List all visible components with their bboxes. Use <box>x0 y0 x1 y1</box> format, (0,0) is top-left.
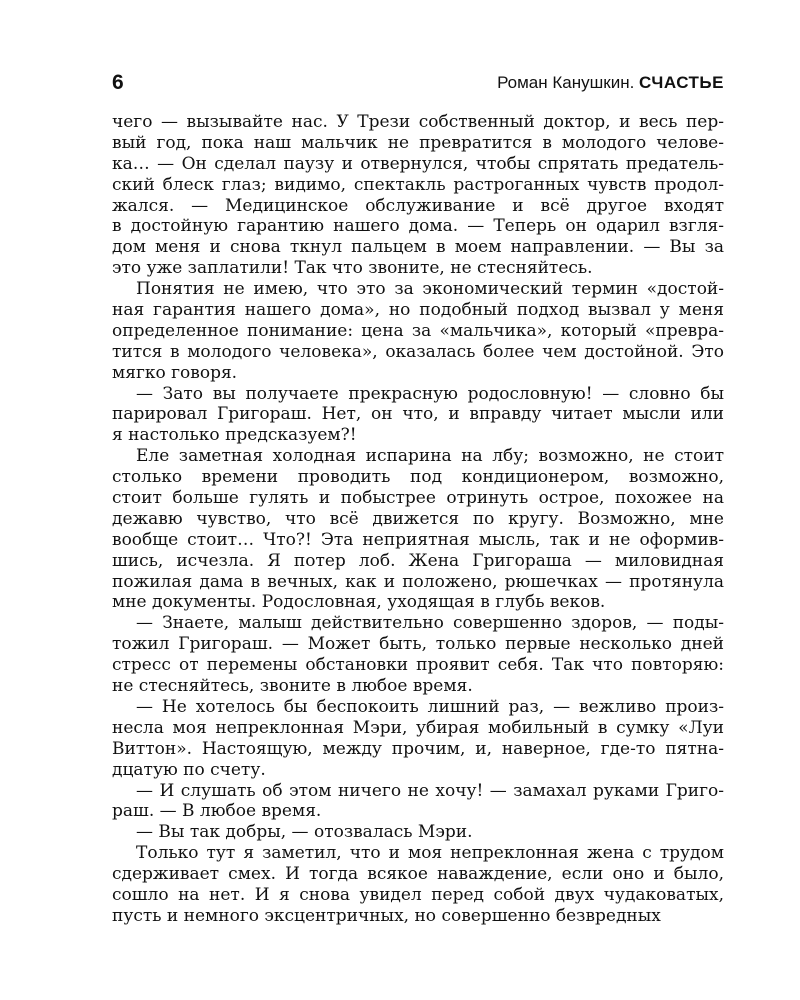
body-text <box>112 112 724 927</box>
text-line: Понятия не имею, что это за экономический термин «достой- <box>136 279 724 300</box>
text-line: вый год, пока наш мальчик не превратится в молодого челове- <box>112 132 724 153</box>
text-line: это уже заплатили! Так что звоните, не стесняйтесь. <box>112 258 593 279</box>
text-line: дом меня и снова ткнул пальцем в моем направлении. — Вы за <box>112 237 724 258</box>
text-line: стоит больше гулять и побыстрее отринуть острое, похожее на <box>112 488 724 509</box>
text-line: жался. — Медицинское обслуживание и всё другое входят <box>112 195 724 216</box>
text-line: Еле заметная холодная испарина на лбу; возможно, не стоит <box>136 446 724 467</box>
text-line: чего — вызывайте нас. У Трези собственный доктор, и весь пер- <box>112 112 724 132</box>
text-line: — Вы так добры, — отозвалась Мэри. <box>136 822 473 843</box>
running-head <box>497 73 724 93</box>
paragraph <box>112 384 724 447</box>
text-line: пожилая дама в вечных, как и положено, рюшечках — протянула <box>112 571 724 592</box>
text-line: сдерживает смех. И тогда всякое наваждение, если оно и было, <box>112 864 724 885</box>
text-line: мне документы. Родословная, уходящая в глубь веков. <box>112 592 606 613</box>
text-line: дцатую по счету. <box>112 759 266 780</box>
text-line: ка… — Он сделал паузу и отвернулся, чтобы спрятать предатель- <box>112 153 724 174</box>
paragraph <box>112 279 724 383</box>
text-line: Виттон». Настоящую, между прочим, и, наверное, где-то пятна- <box>112 738 724 759</box>
text-line: не стесняйтесь, звоните в любое время. <box>112 676 473 697</box>
text-line: ский блеск глаз; видимо, спектакль растроганных чувств продол- <box>112 174 724 195</box>
text-line: — Не хотелось бы беспокоить лишний раз, — вежливо произ- <box>136 696 724 717</box>
text-line: ная гарантия нашего дома», но подобный подход вызвал у меня <box>112 300 724 321</box>
text-line: я настолько предсказуем?! <box>112 425 357 446</box>
book-title: СЧАСТЬЕ <box>639 73 724 92</box>
text-line: — Знаете, малыш действительно совершенно здоров, — поды- <box>136 613 724 634</box>
text-line: — Зато вы получаете прекрасную родословную! — словно бы <box>136 383 724 404</box>
paragraph <box>112 613 724 697</box>
text-line: шись, исчезла. Я потер лоб. Жена Григораша — миловидная <box>112 550 724 571</box>
text-line: в достойную гарантию нашего дома. — Теперь он одарил взгля- <box>112 216 724 237</box>
paragraph <box>112 822 724 843</box>
text-line: дежавю чувство, что всё движется по кругу. Возможно, мне <box>112 508 724 529</box>
text-line: определенное понимание: цена за «мальчика», который «превра- <box>112 320 724 341</box>
text-line: тожил Григораш. — Может быть, только первые несколько дней <box>112 634 724 655</box>
text-line: вообще стоит… Что?! Эта неприятная мысль, так и не оформив- <box>112 529 724 550</box>
paragraph <box>112 781 724 823</box>
text-line: — И слушать об этом ничего не хочу! — замахал руками Григо- <box>136 780 724 801</box>
text-line: сошло на нет. И я снова увидел перед собой двух чудаковатых, <box>112 884 724 905</box>
text-line: несла моя непреклонная Мэри, убирая мобильный в сумку «Луи <box>112 717 724 738</box>
text-line: парировал Григораш. Нет, он что, и вправду читает мысли или <box>112 404 724 425</box>
text-line: стресс от перемены обстановки проявит себя. Так что повторяю: <box>112 655 724 676</box>
page-header <box>112 69 724 99</box>
text-line: столько времени проводить под кондиционером, возможно, <box>112 467 724 488</box>
text-line: тится в молодого человека», оказалась более чем достойной. Это <box>112 341 724 362</box>
paragraph <box>112 843 724 927</box>
page-number: 6 <box>112 71 124 94</box>
paragraph <box>112 697 724 781</box>
paragraph <box>112 446 724 613</box>
author-name: Роман Канушкин. <box>497 73 635 92</box>
text-line: раш. — В любое время. <box>112 801 322 822</box>
paragraph <box>112 112 724 279</box>
text-line: пусть и немного эксцентричных, но совершенно безвредных <box>112 905 661 926</box>
text-line: Только тут я заметил, что и моя непреклонная жена с трудом <box>136 843 724 864</box>
text-line: мягко говоря. <box>112 362 238 383</box>
